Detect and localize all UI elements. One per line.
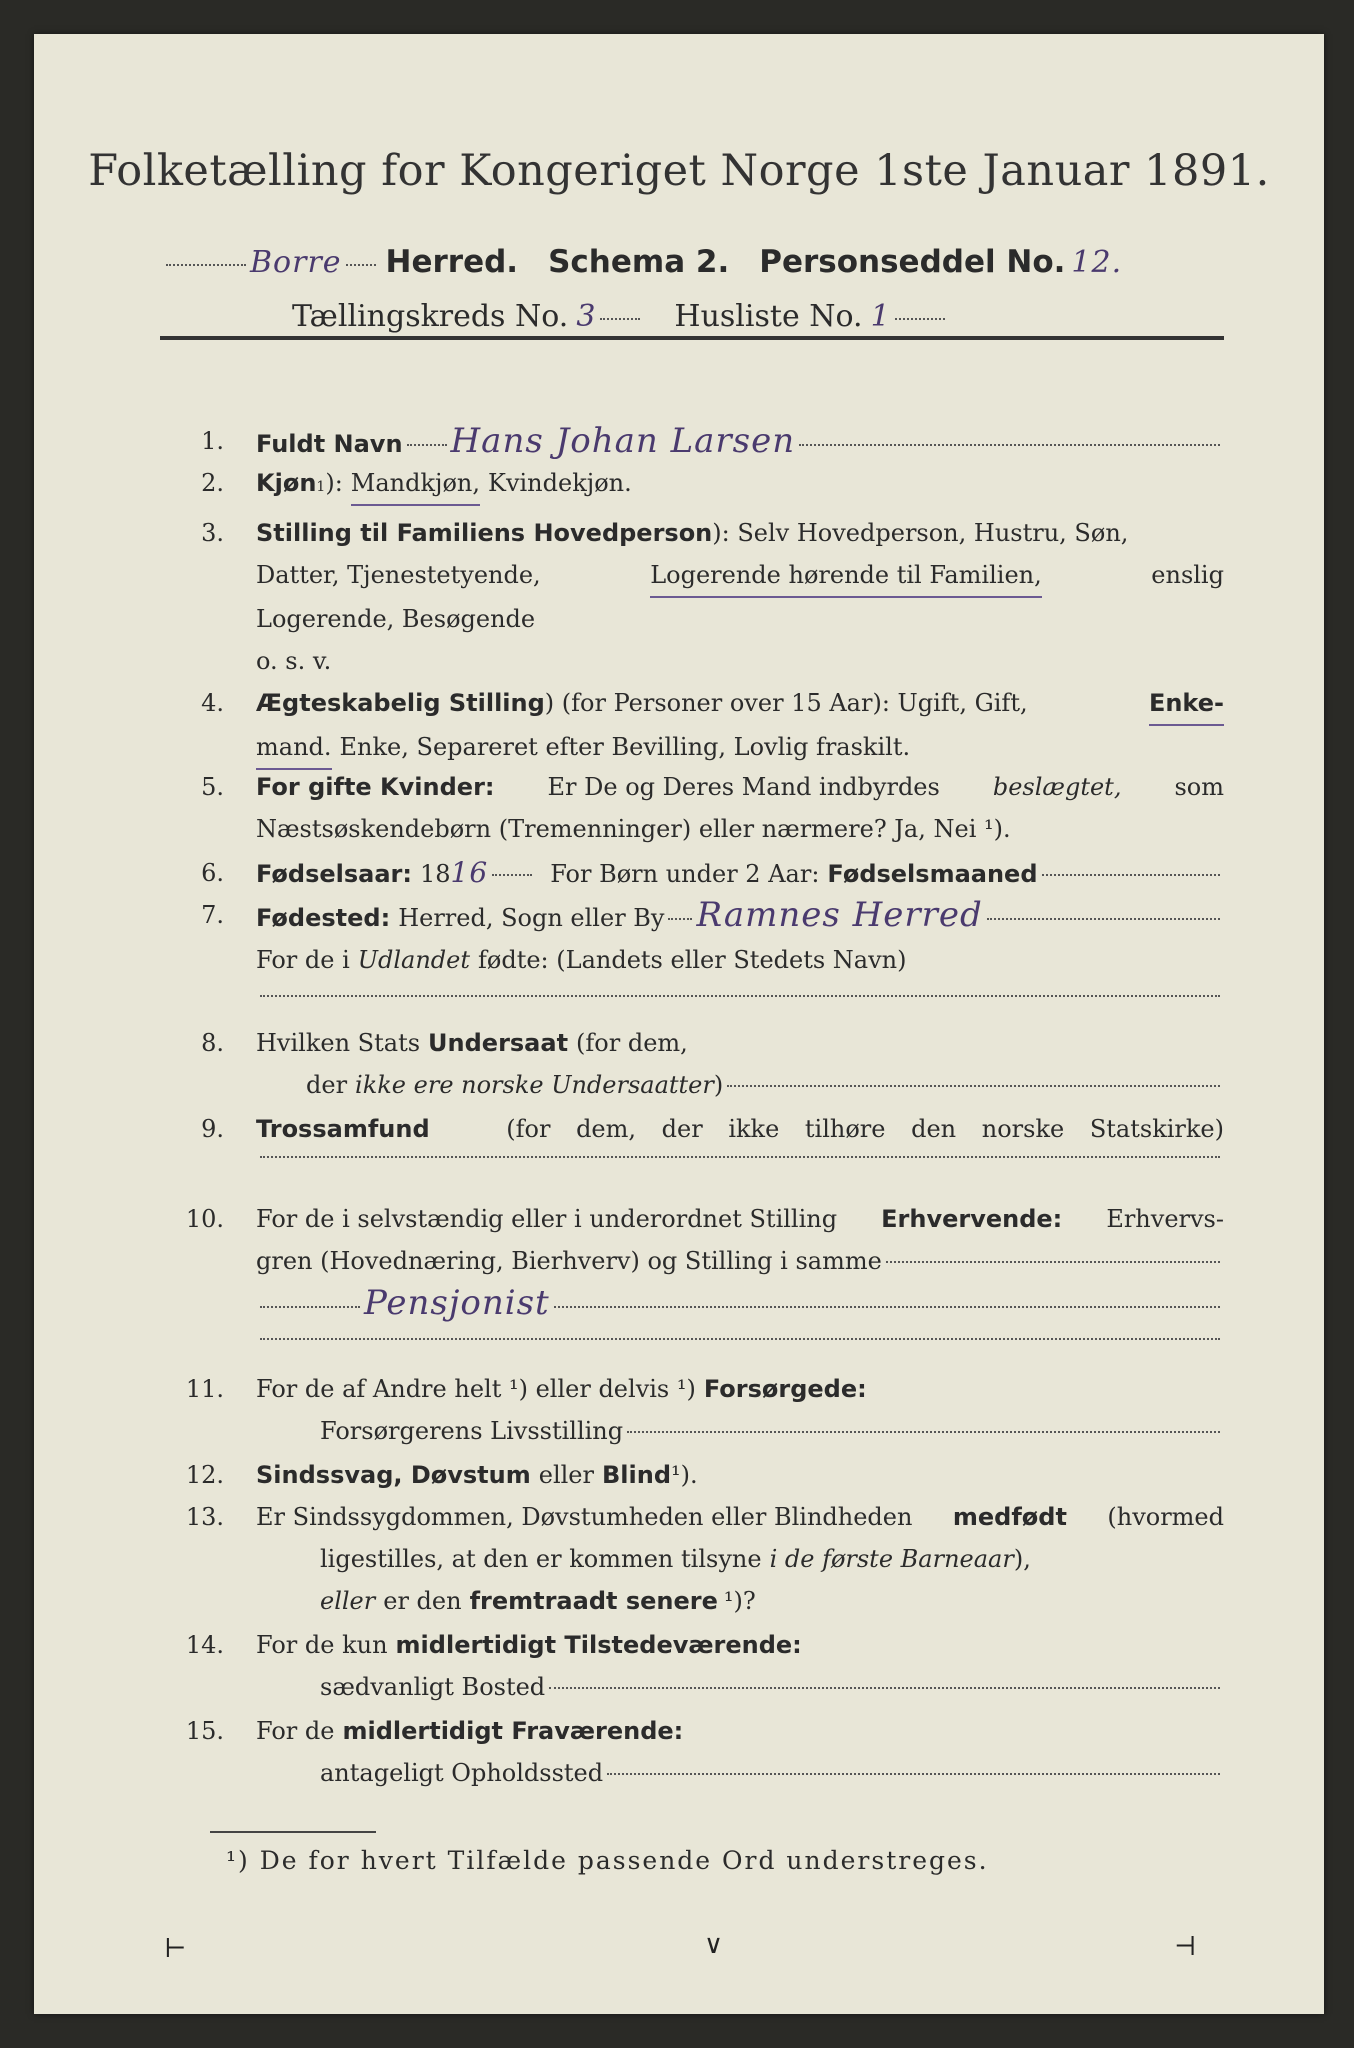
question-text: ligestilles, at den er kommen tilsyne bbox=[320, 1545, 762, 1573]
question-text: i de første Barneaar bbox=[769, 1545, 1014, 1573]
header-rule bbox=[160, 336, 1224, 340]
question-number: 8. bbox=[201, 1029, 224, 1057]
question-text: For de i selvstændig eller i underordnet Stilling bbox=[256, 1205, 838, 1233]
question-label: fremtraadt senere bbox=[469, 1587, 718, 1615]
question-number: 3. bbox=[201, 519, 224, 547]
question-text: ¹)? bbox=[723, 1587, 756, 1615]
husliste-label: Husliste No. bbox=[674, 299, 863, 334]
question-label: Kjøn bbox=[256, 469, 317, 497]
question-number: 4. bbox=[201, 689, 224, 717]
dot-leader bbox=[260, 1306, 360, 1308]
taellingskreds-value: 3 bbox=[576, 299, 597, 334]
footnote-ref: 1 bbox=[316, 479, 326, 495]
question-text: som bbox=[1174, 773, 1224, 801]
footnote: ¹) De for hvert Tilfælde passende Ord understreges. bbox=[226, 1846, 989, 1875]
dot-leader bbox=[260, 1156, 1220, 1158]
dot-leader bbox=[554, 1306, 1220, 1308]
header-herred-line bbox=[162, 244, 1242, 280]
question-label: Undersaat bbox=[428, 1029, 569, 1057]
full-name-value: Hans Johan Larsen bbox=[450, 421, 796, 461]
question-text: ), bbox=[1013, 1545, 1031, 1573]
question-text: Er De og Deres Mand indbyrdes bbox=[547, 773, 940, 801]
question-text: Erhvervs- bbox=[1106, 1205, 1224, 1233]
footnote-rule bbox=[210, 1831, 376, 1833]
question-number: 12. bbox=[185, 1461, 224, 1489]
herred-value: Borre bbox=[250, 245, 342, 280]
question-number: 15. bbox=[185, 1717, 224, 1745]
schema-label: Schema 2. bbox=[548, 244, 730, 280]
question-text: sædvanligt Bosted bbox=[320, 1673, 546, 1701]
birth-year-prefix: 18 bbox=[420, 860, 451, 888]
question-label: Fødested: bbox=[256, 904, 391, 932]
question-label: Erhvervende: bbox=[881, 1205, 1063, 1233]
question-label: Sindssvag, Døvstum bbox=[256, 1461, 531, 1489]
registration-mark: ∨ bbox=[704, 1930, 724, 1960]
dot-leader bbox=[166, 264, 246, 266]
herred-label: Herred. bbox=[385, 244, 519, 280]
dot-leader bbox=[1042, 874, 1220, 876]
question-number: 2. bbox=[201, 469, 224, 497]
header-kreds-line bbox=[292, 299, 1112, 334]
question-text: enslig bbox=[1151, 561, 1224, 589]
dot-leader bbox=[607, 1773, 1220, 1775]
question-label: For gifte Kvinder: bbox=[256, 773, 495, 801]
question-label: Blind bbox=[601, 1461, 671, 1489]
dot-leader bbox=[987, 918, 1220, 920]
question-number: 1. bbox=[201, 427, 224, 455]
question-number: 5. bbox=[201, 773, 224, 801]
option-logerende-horende: Logerende hørende til Familien, bbox=[650, 554, 1042, 598]
option-mandkjon: Mandkjøn, bbox=[351, 462, 480, 506]
form-title: Folketælling for Kongeriget Norge 1ste Januar 1891. bbox=[88, 146, 1270, 196]
question-number: 6. bbox=[201, 859, 224, 887]
question-number: 13. bbox=[185, 1503, 224, 1531]
dot-leader bbox=[492, 874, 532, 876]
question-label: Fuldt Navn bbox=[256, 430, 403, 458]
question-text: (for dem, der ikke tilhøre den norske Statskirke) bbox=[506, 1115, 1224, 1143]
question-label: midlertidigt Fraværende: bbox=[342, 1717, 684, 1745]
question-text: Næstsøskendebørn (Tremenninger) eller nærmere? Ja, Nei ¹). bbox=[256, 815, 1011, 843]
question-number: 7. bbox=[201, 901, 224, 929]
question-label: midlertidigt Tilstedeværende: bbox=[395, 1631, 802, 1659]
question-number: 11. bbox=[185, 1375, 224, 1403]
option-enkemand: Enke- bbox=[1149, 682, 1224, 726]
question-text: For de af Andre helt ¹) eller delvis ¹) bbox=[256, 1375, 696, 1403]
option-enkemand-cont: mand. bbox=[256, 726, 332, 770]
question-text: (for dem, bbox=[576, 1029, 688, 1057]
question-text: Enke, Separeret efter Bevilling, Lovlig fraskilt. bbox=[339, 733, 911, 761]
question-text: Hvilken Stats bbox=[256, 1029, 421, 1057]
dot-leader bbox=[260, 1338, 1220, 1340]
registration-mark: ⊢ bbox=[164, 1934, 187, 1964]
question-text: ): Selv Hovedperson, Hustru, Søn, bbox=[712, 519, 1129, 547]
question-text: Herred, Sogn eller By bbox=[398, 904, 665, 932]
question-text: o. s. v. bbox=[256, 647, 332, 675]
dot-leader bbox=[627, 1431, 1220, 1433]
question-text: eller bbox=[320, 1587, 376, 1615]
question-text: beslægtet, bbox=[992, 773, 1122, 801]
question-text: For de kun bbox=[256, 1631, 388, 1659]
question-text: Datter, Tjenestetyende, bbox=[256, 561, 541, 589]
question-label: Fødselsaar: bbox=[256, 860, 412, 888]
question-text: fødte: (Landets eller Stedets Navn) bbox=[478, 946, 907, 974]
dot-leader bbox=[895, 318, 945, 320]
question-text: (hvormed bbox=[1107, 1503, 1224, 1531]
question-text: For Børn under 2 Aar: bbox=[550, 860, 820, 888]
dot-leader bbox=[260, 995, 1220, 997]
dot-leader bbox=[668, 918, 692, 920]
dot-leader bbox=[886, 1261, 1220, 1263]
question-text: antageligt Opholdssted bbox=[320, 1759, 604, 1787]
question-label: medfødt bbox=[952, 1503, 1067, 1531]
question-label: Trossamfund bbox=[256, 1115, 430, 1143]
question-label: Forsørgede: bbox=[703, 1375, 867, 1403]
question-text: eller bbox=[538, 1461, 594, 1489]
question-text: For de bbox=[256, 1717, 335, 1745]
question-number: 10. bbox=[185, 1205, 224, 1233]
question-text: ): bbox=[325, 469, 343, 497]
personseddel-value: 12. bbox=[1071, 245, 1123, 280]
question-text: ¹). bbox=[671, 1461, 698, 1489]
dot-leader bbox=[407, 444, 447, 446]
dot-leader bbox=[799, 444, 1220, 446]
question-text: gren (Hovednæring, Bierhverv) og Stilling i samme bbox=[256, 1247, 882, 1275]
question-number: 14. bbox=[185, 1631, 224, 1659]
birthplace-value: Ramnes Herred bbox=[696, 895, 983, 935]
question-text: Udlandet bbox=[357, 946, 471, 974]
husliste-value: 1 bbox=[870, 299, 891, 334]
question-text: ) (for Personer over 15 Aar): Ugift, Gift, bbox=[544, 689, 1028, 717]
question-text: Er Sindssygdommen, Døvstumheden eller Blindheden bbox=[256, 1503, 913, 1531]
question-text: Logerende, Besøgende bbox=[256, 605, 536, 633]
dot-leader bbox=[549, 1687, 1220, 1689]
question-label: Stilling til Familiens Hovedperson bbox=[256, 519, 713, 547]
question-text: For de i bbox=[256, 946, 350, 974]
question-label: Ægteskabelig Stilling bbox=[256, 689, 545, 717]
question-number: 9. bbox=[201, 1115, 224, 1143]
registration-mark: ⊣ bbox=[1174, 1932, 1197, 1962]
question-text: der bbox=[306, 1071, 348, 1099]
dot-leader bbox=[346, 264, 376, 266]
taellingskreds-label: Tællingskreds No. bbox=[292, 299, 569, 334]
question-label: Fødselsmaaned bbox=[827, 860, 1038, 888]
dot-leader bbox=[727, 1085, 1220, 1087]
census-form-page: Folketælling for Kongeriget Norge 1ste Januar 1891. Borre Herred. Schema 2. Personseddel No. 12. Tællingskreds No. 3 Husliste No. 1 1. Fuldt Navn Hans Johan Larsen 2. Kjøn 1 ): Mandkjøn, Kvindekjøn. 3. Stilling til Familiens Hovedperson ): Selv Hovedperson, Hustru, Søn, Datter, Tjenestetyende, Logerende hørende til Familien, enslig Logerende, Besøgende o. s. v. 4. Ægteskabelig Stilling) (for Personer over 15 Aar): Ugift, Gift, Enke- mand. Enke, Separeret efter Bevilling, Lovlig fraskilt. 5. For gifte Kvinder: Er De og Deres Mand indbyrdes beslægtet, som Næstsøskendebørn (Tremenninger) eller nærmere? Ja, Nei ¹). 6. Fødselsaar: 18 16 For Børn under 2 Aar: Fødselsmaaned 7. Fødested: Herred, Sogn eller By Ramnes Herred For de i Udlandet fødte: (Landets eller Stedets Navn) 8. Hvilken Stats Undersaat (for dem, der ikke ere norske Undersaatter ) 9. Trossamfund (for dem, der ikke tilhøre den norske Statskirke) 10. For de i selvstændig eller i underordnet Stilling Erhvervende: Erhvervs- gren (Hovednæring, Bierhverv) og Stilling i samme Pensjonist 11. For de af Andre helt ¹) eller delvis ¹) Forsørgede: Forsørgerens Livsstilling 12. Sindssvag, Døvstum eller Blind ¹). 13. Er Sindssygdommen, Døvstumheden eller Blindheden medfødt (hvormed ligestilles, at den er kommen tilsyne i de første Barneaar ), eller er den fremtraadt senere ¹)? 14. For de kun midlertidigt Tilstedeværende: sædvanligt Bosted 15. For de midlertidigt Fraværende: antageligt Opholdssted ¹) De for hvert Tilfælde passende Ord understreges. ⊢ ∨ ⊣ bbox=[34, 34, 1324, 2014]
question-text: ikke ere norske Undersaatter bbox=[355, 1071, 714, 1099]
question-text: Forsørgerens Livsstilling bbox=[320, 1417, 624, 1445]
question-text: er den bbox=[383, 1587, 462, 1615]
option-kvindekjon: Kvindekjøn. bbox=[488, 469, 632, 497]
occupation-value: Pensjonist bbox=[364, 1283, 550, 1323]
personseddel-label: Personseddel No. bbox=[759, 244, 1066, 280]
birth-year-value: 16 bbox=[450, 856, 489, 889]
dot-leader bbox=[600, 318, 640, 320]
